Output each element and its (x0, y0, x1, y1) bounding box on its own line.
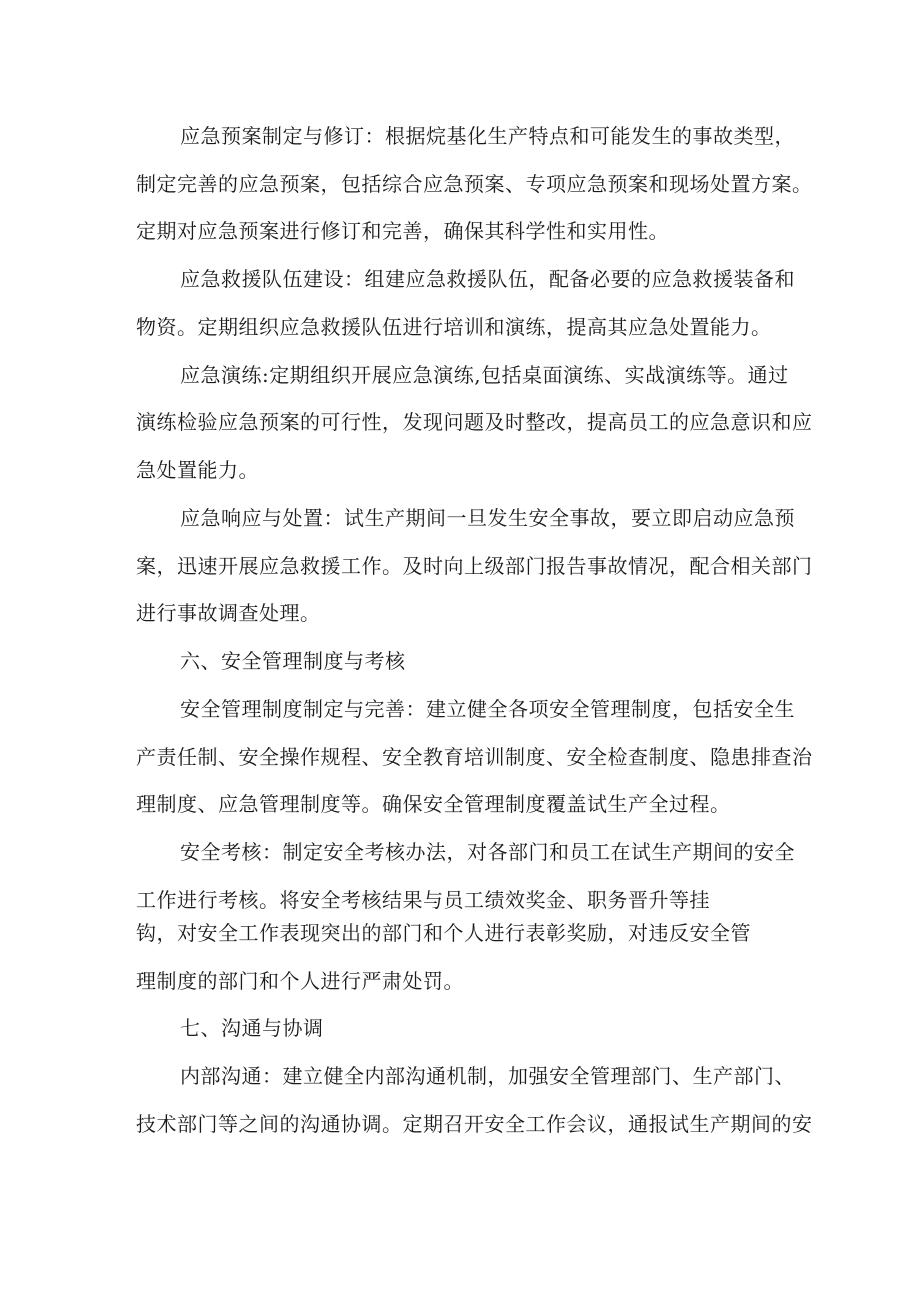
text-line-5: 物资。定期组织应急救援队伍进行培训和演练，提高其应急处置能力。 (136, 315, 772, 339)
text-line-1: 应急预案制定与修订：根据烷基化生产特点和可能发生的事故类型， (180, 124, 795, 148)
text-line-16: 安全考核：制定安全考核办法，对各部门和员工在试生产期间的安全 (180, 840, 795, 864)
text-line-9: 应急响应与处置：试生产期间一旦发生安全事故，要立即启动应急预 (180, 506, 795, 530)
text-line-2: 制定完善的应急预案，包括综合应急预案、专项应急预案和现场处置方案。 (136, 172, 813, 196)
text-line-22: 技术部门等之间的沟通协调。定期召开安全工作会议，通报试生产期间的安 (136, 1112, 813, 1136)
text-line-21: 内部沟通：建立健全内部沟通机制，加强安全管理部门、生产部门、 (180, 1064, 795, 1088)
text-line-11: 进行事故调查处理。 (136, 601, 321, 625)
text-line-8: 急处置能力。 (136, 458, 259, 482)
text-line-3: 定期对应急预案进行修订和完善，确保其科学性和实用性。 (136, 219, 669, 243)
text-line-10: 案，迅速开展应急救援工作。及时向上级部门报告事故情况，配合相关部门 (136, 554, 813, 578)
text-line-14: 产责任制、安全操作规程、安全教育培训制度、安全检查制度、隐患排查治 (136, 745, 813, 769)
text-line-4: 应急救援队伍建设：组建应急救援队伍，配备必要的应急救援装备和 (180, 267, 795, 291)
section-heading-7: 七、沟通与协调 (180, 1016, 324, 1040)
text-line-6: 应急演练:定期组织开展应急演练,包括桌面演练、实战演练等。通过 (180, 363, 789, 387)
text-line-19: 理制度的部门和个人进行严肃处罚。 (136, 969, 464, 993)
text-line-17: 工作进行考核。将安全考核结果与员工绩效奖金、职务晋升等挂 (136, 888, 710, 912)
text-line-13: 安全管理制度制定与完善：建立健全各项安全管理制度，包括安全生 (180, 697, 795, 721)
text-line-7: 演练检验应急预案的可行性，发现问题及时整改，提高员工的应急意识和应 (136, 410, 813, 434)
text-line-15: 理制度、应急管理制度等。确保安全管理制度覆盖试生产全过程。 (136, 792, 731, 816)
text-line-18: 钩，对安全工作表现突出的部门和个人进行表彰奖励，对违反安全管 (136, 921, 751, 945)
section-heading-6: 六、安全管理制度与考核 (180, 649, 406, 673)
